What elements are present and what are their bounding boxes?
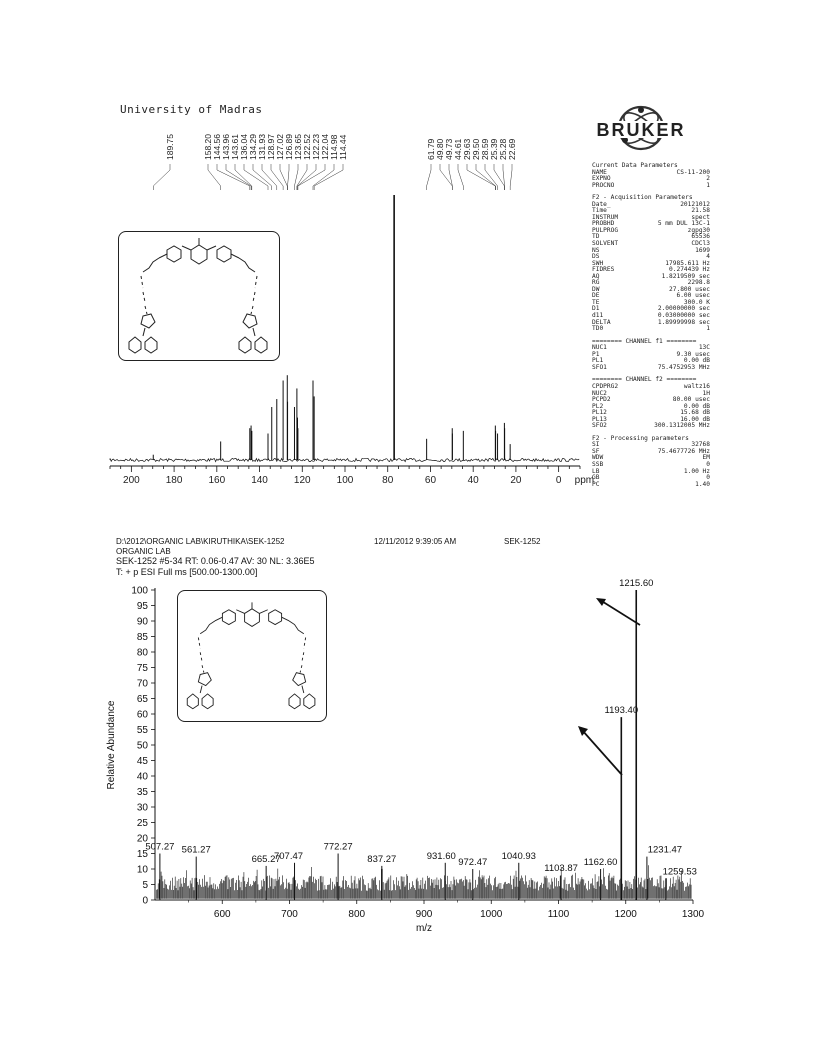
param-key: DE: [592, 292, 600, 300]
ms-y-tick-label: 20: [136, 833, 148, 845]
param-value: 16.00 dB: [680, 415, 710, 423]
ms-y-tick-label: 80: [136, 647, 148, 659]
param-key: PL13: [592, 415, 607, 423]
nmr-x-axis: [110, 466, 594, 486]
ms-y-tick-label: 70: [136, 678, 148, 690]
ms-y-axis-label: Relative Abundance: [106, 700, 117, 790]
nmr-peak-label: 29.63: [462, 138, 472, 160]
param-value: 2: [706, 175, 710, 183]
nmr-peak-label: 61.79: [426, 138, 436, 160]
ms-peak-label: 1231.47: [647, 844, 683, 856]
ms-y-tick-label: 75: [136, 663, 148, 674]
param-key: NUC2: [592, 389, 607, 397]
param-key: DELTA: [592, 318, 611, 326]
param-value: 17985.611 Hz: [665, 259, 710, 267]
nmr-peak-connector: [458, 164, 463, 190]
ms-noise: [156, 865, 691, 899]
param-value: 65536: [691, 233, 710, 241]
param-key: PL12: [592, 409, 607, 417]
nmr-peak-connector: [449, 164, 452, 190]
nmr-peak-label: 134.29: [248, 134, 258, 160]
nmr-peak-connector: [153, 164, 170, 190]
param-value: 1: [706, 181, 710, 189]
ms-y-tick-label: 40: [136, 771, 148, 783]
params-list-1: [592, 170, 710, 190]
nmr-peak-label: 114.98: [329, 134, 339, 160]
ms-y-tick-label: 60: [136, 709, 148, 721]
nmr-peak-connector: [503, 164, 505, 190]
param-key: PL2: [592, 402, 604, 410]
param-key: PL1: [592, 357, 604, 365]
nmr-peak-label: 189.75: [165, 134, 175, 160]
param-key: Date_: [592, 200, 611, 208]
params-section-title: F2 - Acquisition Parameters: [592, 194, 693, 202]
param-row: [592, 482, 710, 489]
param-value: 21.58: [691, 207, 710, 215]
param-key: SOLVENT: [592, 240, 619, 248]
param-value: 1.89999998 sec: [657, 318, 710, 326]
nmr-tick-label: 160: [208, 475, 226, 486]
ms-peak-label: 561.27: [181, 844, 211, 856]
param-value: zgpg30: [687, 226, 710, 234]
ms-peak-label: 1193.40: [604, 705, 639, 717]
ms-x-tick-label: 1100: [547, 909, 570, 920]
ms-file-path: D:\2012\ORGANIC LAB\KIRUTHIKA\SEK-1252: [116, 537, 285, 546]
param-key: PC: [592, 480, 600, 488]
nmr-peak-label: 49.80: [435, 138, 445, 160]
nmr-tick-label: 200: [123, 475, 140, 486]
nmr-peak-connector: [208, 164, 221, 190]
nmr-baseline: [110, 458, 579, 461]
param-key: WDW: [592, 454, 604, 462]
nmr-peak-connector: [235, 164, 252, 190]
nmr-peak-label: 123.65: [293, 134, 303, 160]
ms-x-tick-label: 600: [213, 909, 231, 920]
param-value: 6.00 usec: [676, 292, 710, 300]
param-value: 1.40: [695, 480, 710, 488]
param-value: CDCl3: [691, 240, 710, 248]
nmr-peak-connector: [510, 164, 512, 190]
nmr-peak-connector: [280, 164, 287, 190]
param-value: 13C: [698, 344, 710, 352]
param-key: PCPD2: [592, 396, 611, 404]
param-key: EXPNO: [592, 175, 611, 183]
param-key: P1: [592, 350, 600, 358]
param-value: 1.8219509 sec: [661, 272, 710, 280]
bruker-logo: [582, 104, 700, 166]
param-key: NUC1: [592, 344, 607, 352]
param-key: GB: [592, 474, 600, 482]
nmr-peak-connector: [314, 164, 343, 190]
param-key: NS: [592, 246, 600, 254]
param-key: PROCNO: [592, 181, 615, 189]
nmr-peak-label: 22.69: [507, 138, 517, 160]
param-key: TD0: [592, 325, 604, 333]
ms-peak-label: 665.27: [251, 853, 281, 865]
param-key: NAME: [592, 168, 607, 176]
param-key: SSB: [592, 460, 604, 468]
param-value: 1.00 Hz: [683, 467, 710, 475]
nmr-peak-label: 25.39: [489, 138, 499, 160]
nmr-peak-connector: [298, 164, 325, 190]
param-key: TE: [592, 298, 600, 306]
params-list-3: [592, 345, 710, 371]
ms-y-tick-label: 10: [136, 864, 148, 876]
param-key: SFO1: [592, 363, 607, 371]
ms-peak-label: 1259.53: [662, 866, 697, 878]
param-key: PROBHD: [592, 220, 615, 228]
nmr-peak-label: 131.93: [257, 134, 267, 160]
param-value: 1: [706, 325, 710, 333]
nmr-peak-connector: [427, 164, 431, 190]
acquisition-parameters: [592, 160, 710, 488]
params-section-title: ======== CHANNEL f1 ========: [592, 337, 697, 345]
params-list-2: [592, 202, 710, 333]
nmr-tick-label: 20: [510, 475, 522, 486]
nmr-peak-label: 29.50: [471, 138, 481, 160]
ms-filter: T: + p ESI Full ms [500.00-1300.00]: [116, 566, 258, 577]
ms-peak-label: 1103.87: [544, 863, 578, 875]
nmr-peak-connector: [297, 164, 307, 190]
params-section-title: Current Data Parameters: [592, 162, 678, 169]
params-section-title: ======== CHANNEL f2 ========: [592, 376, 697, 384]
nmr-peak-connector: [467, 164, 495, 190]
nmr-peak-labels: [153, 134, 517, 190]
nmr-peak-label: 126.89: [284, 134, 294, 160]
nmr-peak-connector: [271, 164, 283, 190]
param-key: INSTRUM: [592, 213, 619, 221]
nmr-peak-connector: [244, 164, 268, 190]
param-value: 75.4677726 MHz: [657, 447, 710, 455]
ms-peak-label: 931.60: [426, 850, 456, 862]
nmr-peak-label: 143.61: [230, 134, 240, 160]
ms-peak-label: 837.27: [367, 853, 397, 865]
param-value: 0.00 dB: [683, 402, 710, 410]
nmr-tick-label: 180: [165, 475, 183, 486]
ms-header: [116, 537, 696, 577]
bruker-logo-text: BRUKER: [596, 120, 686, 140]
param-key: CPDPRG2: [592, 382, 619, 390]
ms-x-tick-label: 1200: [614, 909, 637, 920]
param-key: DW: [592, 285, 600, 293]
param-value: 2298.8: [687, 279, 710, 287]
ms-sample-id: SEK-1252: [504, 537, 541, 546]
nmr-tick-label: 140: [251, 475, 268, 486]
nmr-peak-label: 136.04: [239, 134, 249, 160]
nmr-header: University of Madras: [120, 103, 263, 116]
ms-date: 12/11/2012 9:39:05 AM: [374, 537, 457, 546]
ms-x-tick-label: 1300: [681, 909, 705, 920]
param-value: 300.0 K: [683, 298, 710, 306]
param-value: spect: [691, 213, 710, 221]
param-key: TD: [592, 233, 600, 241]
param-row: [592, 183, 710, 190]
ms-peak-label: 707.47: [273, 850, 304, 862]
param-value: 5 mm DUL 13C-1: [657, 220, 710, 228]
ms-y-tick-label: 55: [136, 725, 148, 736]
ms-scan-info: SEK-1252 #5-34 RT: 0.06-0.47 AV: 30 NL: 3.36E5: [116, 556, 315, 566]
ms-y-tick-label: 0: [142, 895, 148, 907]
param-key: SFO2: [592, 422, 607, 430]
ms-y-tick-label: 65: [136, 694, 148, 705]
param-value: 20121012: [680, 200, 710, 208]
nmr-peak-label: 114.44: [338, 134, 348, 160]
ms-x-tick-label: 800: [348, 909, 366, 920]
param-value: 75.4752953 MHz: [657, 363, 710, 371]
ms-y-tick-label: 15: [136, 849, 148, 860]
nmr-tick-label: 80: [382, 475, 394, 486]
nmr-structure-box: [118, 231, 280, 361]
param-key: d11: [592, 312, 604, 320]
ms-y-tick-label: 30: [136, 802, 148, 814]
param-value: EM: [702, 454, 710, 462]
ms-peak-label: 1215.60: [619, 578, 654, 589]
ms-y-tick-label: 35: [136, 787, 148, 798]
nmr-tick-label: 0: [555, 475, 562, 486]
nmr-tick-label: 120: [293, 475, 311, 486]
param-value: 0.03000000 sec: [657, 312, 710, 320]
param-value: 0: [706, 460, 710, 468]
nmr-peak-label: 144.56: [212, 134, 222, 160]
nmr-tick-label: 60: [424, 475, 437, 486]
param-row: [592, 365, 710, 372]
param-key: AQ: [592, 272, 600, 280]
ms-noise-trace: [156, 865, 691, 899]
param-value: 4: [706, 253, 710, 261]
ms-peak-label: 972.47: [458, 857, 488, 868]
nmr-peak-label: 49.73: [444, 138, 454, 160]
nmr-peak-label: 127.02: [275, 134, 285, 160]
param-row: [592, 423, 710, 430]
nmr-peak-label: 128.97: [266, 134, 276, 160]
ms-y-tick-label: 45: [136, 756, 148, 767]
ms-lab: ORGANIC LAB: [116, 546, 171, 556]
nmr-peak-label: 44.61: [453, 138, 463, 160]
ms-y-tick-label: 25: [136, 818, 148, 829]
nmr-peak-connector: [253, 164, 272, 190]
param-value: 32768: [691, 441, 710, 449]
param-value: 0.00 dB: [683, 357, 710, 365]
ms-peak-label: 1162.60: [583, 857, 618, 868]
param-value: 1699: [695, 246, 710, 254]
annotation-arrows: [578, 598, 640, 775]
ms-structure-box: [177, 590, 327, 722]
nmr-axis-unit: ppm: [574, 475, 595, 486]
ms-y-tick-label: 100: [131, 585, 148, 597]
ms-x-axis-label: m/z: [415, 923, 433, 934]
nmr-peak-label: 28.59: [480, 138, 490, 160]
param-value: 0.274439 Hz: [669, 266, 710, 274]
ms-y-tick-label: 95: [136, 601, 148, 612]
param-value: 2.00000000 sec: [657, 305, 710, 313]
param-key: D1: [592, 305, 600, 313]
param-key: FIDRES: [592, 266, 615, 274]
params-list-5: [592, 442, 710, 488]
param-row: [592, 326, 710, 333]
ms-y-tick-label: 90: [136, 616, 148, 628]
ms-x-tick-label: 900: [415, 909, 433, 920]
ms-x-tick-label: 700: [281, 909, 298, 920]
molecule-structure-drawing: [178, 591, 326, 721]
param-key: LB: [592, 467, 600, 475]
molecule-structure-drawing: [119, 232, 279, 360]
ms-y-tick-label: 85: [136, 632, 148, 643]
param-value: CS-11-200: [676, 168, 710, 176]
nmr-peak-connector: [217, 164, 250, 190]
nmr-tick-label: 40: [467, 475, 479, 486]
param-key: SWH: [592, 259, 604, 267]
nmr-peak-label: 122.23: [311, 134, 321, 160]
param-key: SF: [592, 447, 600, 455]
ms-peak-label: 772.27: [323, 841, 353, 853]
nmr-peak-label: 122.04: [320, 134, 330, 160]
param-value: 27.800 usec: [669, 285, 710, 293]
nmr-peak-label: 143.96: [221, 134, 231, 160]
param-value: 1H: [702, 389, 710, 397]
nmr-peak-label: 122.52: [302, 134, 312, 160]
param-value: 80.00 usec: [672, 396, 710, 404]
param-value: 300.1312005 MHz: [654, 422, 710, 430]
ms-y-tick-label: 50: [136, 740, 148, 752]
nmr-tick-label: 100: [336, 475, 354, 486]
nmr-peak-connector: [226, 164, 251, 190]
param-key: DS: [592, 253, 600, 261]
param-value: 9.30 usec: [676, 350, 710, 358]
ms-y-tick-label: 5: [142, 880, 148, 891]
nmr-peak-connector: [288, 164, 289, 190]
param-value: 0: [706, 474, 710, 482]
param-key: RG: [592, 279, 600, 287]
nmr-peak-connector: [262, 164, 277, 190]
param-value: 15.68 dB: [680, 409, 710, 417]
params-list-4: [592, 384, 710, 430]
param-key: PULPROG: [592, 226, 619, 234]
params-section-title: F2 - Processing parameters: [592, 434, 689, 442]
ms-peak-label: 507.27: [145, 841, 175, 853]
ms-x-tick-label: 1000: [480, 909, 503, 920]
param-key: Time: [592, 207, 607, 215]
param-key: SI: [592, 441, 600, 449]
nmr-peak-label: 158.20: [203, 134, 213, 160]
param-value: waltz16: [683, 382, 710, 390]
nmr-peak-label: 25.28: [498, 138, 508, 160]
ms-peak-label: 1040.93: [501, 850, 536, 862]
